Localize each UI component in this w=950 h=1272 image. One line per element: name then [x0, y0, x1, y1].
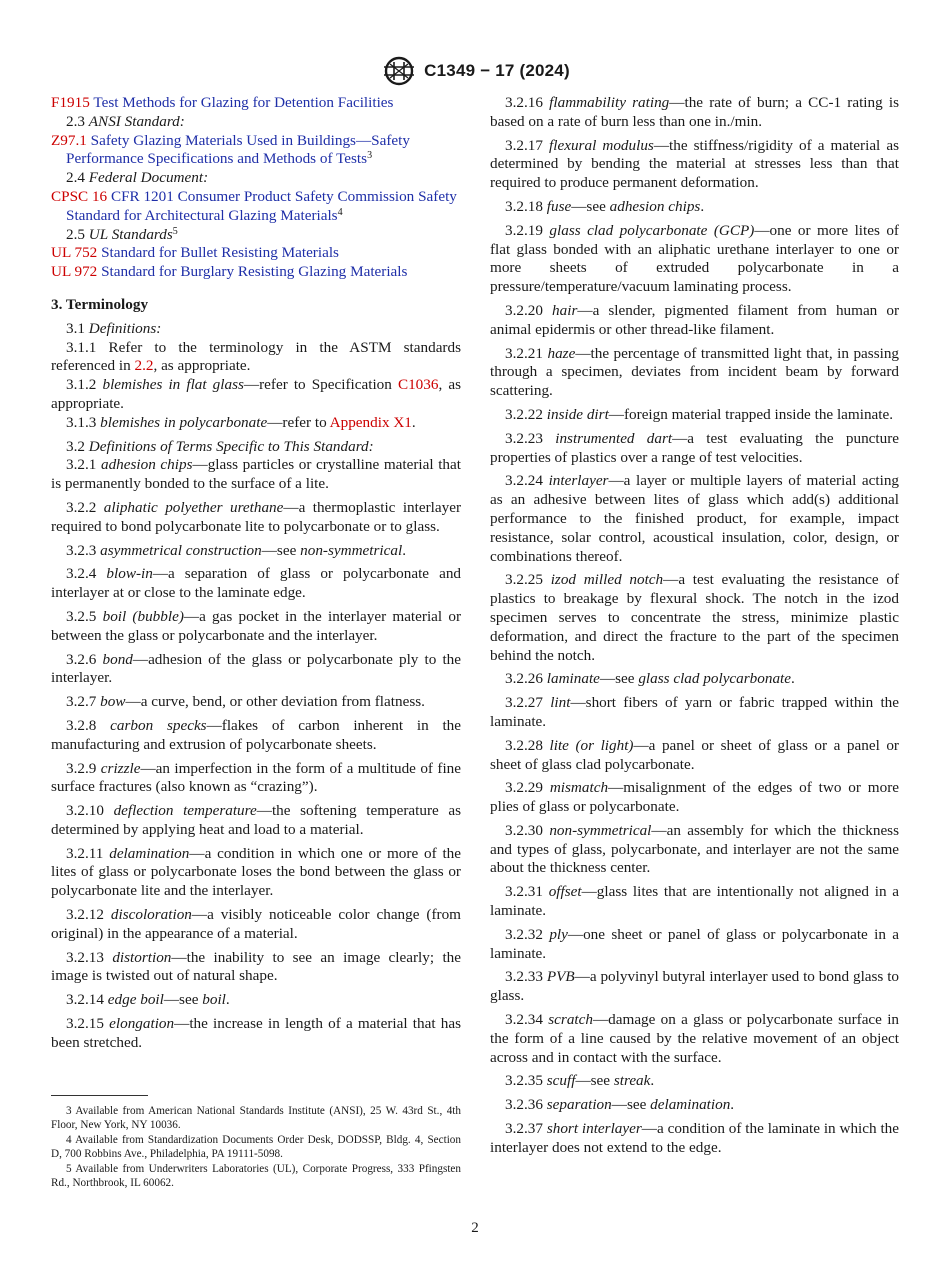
section-link[interactable]: 2.2 — [134, 357, 154, 375]
definition-3-2-24: 3.2.24 interlayer—a layer or multiple layers of material acting as an adhesive between lites of glass which add(s) additional performance to the finished product, for example, impact resistance, solar control, acoustical insulation, color, design, or combinations thereof. — [490, 472, 900, 565]
definition-3-2-26: 3.2.26 laminate—see glass clad polycarbonate. — [505, 670, 795, 688]
footnote-marker: 4 — [337, 206, 343, 218]
definition-3-2-23: 3.2.23 instrumented dart—a test evaluating the puncture properties of plastics over a range of test velocities. — [490, 429, 900, 466]
footnote: 5 Available from Underwriters Laboratories (UL), Corporate Progress, 333 Pfingsten Rd., Northbrook, IL 60062. — [51, 1163, 461, 1189]
reference-z97-1 — [51, 132, 461, 170]
definition-3-2-32: 3.2.32 ply—one sheet or panel of glass or polycarbonate in a laminate. — [490, 925, 900, 962]
left-column — [51, 94, 461, 1053]
footnote: 4 Available from Standardization Documents Order Desk, DODSSP, Bldg. 4, Section D, 700 Robbins Ave., Philadelphia, PA 19111-5098. — [51, 1134, 461, 1160]
definition-3-2-25: 3.2.25 izod milled notch—a test evaluating the resistance of plastics to breakage by flexural shock. The notch in the izod specimen serves to concentrate the stress, minimize plastic deformation, and direct the fracture to the part of the specimen behind the notch. — [490, 571, 900, 664]
footnote-marker: 5 — [172, 225, 178, 237]
definition-3-2-17: 3.2.17 flexural modulus—the stiffness/rigidity of a material as determined by bending the material at stresses less than that required to produce permanent deformation. — [490, 136, 899, 192]
footnote-divider — [51, 1095, 148, 1096]
definition-3-1-1: 3.1.1 Refer to the terminology in the ASTM standards referenced in 2.2, as appropriate. — [51, 338, 461, 375]
definition-3-2-16: 3.2.16 flammability rating—the rate of burn; a CC-1 rating is based on a rate of burn less than one in./min. — [490, 94, 900, 130]
section-heading: 3. Terminology — [51, 295, 149, 313]
section-2-5: 2.5 UL Standards$^5$ — [66, 225, 178, 243]
ref-code-link[interactable]: UL 752 — [51, 244, 98, 262]
definition-3-2-18: 3.2.18 fuse—see adhesion chips. — [505, 197, 705, 215]
document-id: C1349 − 17 (2024) — [424, 61, 570, 80]
definition-3-2-3: 3.2.3 asymmetrical construction—see non-symmetrical. — [66, 541, 406, 559]
definition-3-2-5: 3.2.5 boil (bubble)—a gas pocket in the interlayer material or between the glass or polycarbonate and the interlayer. — [51, 607, 461, 644]
definition-3-2-6: 3.2.6 bond—adhesion of the glass or polycarbonate ply to the interlayer. — [51, 650, 461, 687]
definition-3-2-1: 3.2.1 adhesion chips—glass particles or crystalline material that is permanently bonded to the surface of a lite. — [51, 456, 461, 493]
ref-code-link[interactable]: F1915 — [51, 94, 90, 111]
standard-link[interactable]: C1036 — [397, 376, 439, 394]
right-column — [490, 94, 899, 1158]
definition-3-2-30: 3.2.30 non-symmetrical—an assembly for which the thickness and types of glass, polycarbonate, and interlayer are not the same about the thickness center. — [490, 821, 900, 877]
section-3-2: 3.2 Definitions of Terms Specific to This Standard: — [66, 437, 374, 455]
footnotes — [51, 1104, 461, 1191]
ref-title-link[interactable]: Test Methods for Glazing for Detention Facilities — [93, 94, 394, 111]
page-header — [0, 56, 950, 86]
definition-3-2-36: 3.2.36 separation—see delamination. — [505, 1096, 735, 1114]
page-number: 2 — [471, 1220, 479, 1236]
section-2-3: 2.3 ANSI Standard: — [66, 112, 185, 130]
astm-logo-icon — [380, 56, 418, 86]
reference-ul-752 — [51, 244, 461, 263]
definition-3-2-31: 3.2.31 offset—glass lites that are intentionally not aligned in a laminate. — [490, 883, 900, 920]
ref-title-link[interactable]: CFR 1201 Consumer Product Safety Commission Safety Standard for Architectural Glazing Materials — [66, 187, 457, 224]
definition-3-2-14: 3.2.14 edge boil—see boil. — [66, 991, 230, 1009]
definition-3-1-2: 3.1.2 blemishes in flat glass—refer to Specification C1036, as appropriate. — [51, 376, 461, 412]
definition-3-2-28: 3.2.28 lite (or light)—a panel or sheet of glass or a panel or sheet of glass clad polycarbonate. — [490, 736, 899, 773]
definition-3-2-10: 3.2.10 deflection temperature—the softening temperature as determined by applying heat and load to a material. — [51, 802, 462, 838]
definition-3-2-9: 3.2.9 crizzle—an imperfection in the form of a multitude of fine surface fractures (also known as “crazing”). — [51, 759, 462, 796]
definition-3-2-8: 3.2.8 carbon specks—flakes of carbon inherent in the manufacturing and extrusion of polycarbonate sheets. — [51, 716, 461, 753]
definition-3-2-20: 3.2.20 hair—a slender, pigmented filament from human or animal epidermis or other thread-like filament. — [490, 301, 900, 338]
reference-cpsc-16 — [51, 188, 461, 226]
section-3-1: 3.1 Definitions: — [66, 319, 162, 337]
appendix-link[interactable]: Appendix X1 — [329, 413, 412, 431]
definition-3-2-34: 3.2.34 scratch—damage on a glass or polycarbonate surface in the form of a line caused by the relative movement of an object across and in contact with the surface. — [490, 1011, 900, 1066]
definition-3-2-12: 3.2.12 discoloration—a visibly noticeable color change (from original) in the appearance of a material. — [51, 906, 461, 942]
definition-3-2-33: 3.2.33 PVB—a polyvinyl butyral interlayer used to bond glass to glass. — [490, 968, 900, 1005]
definition-3-1-3: 3.1.3 blemishes in polycarbonate—refer to Appendix X1. — [66, 413, 416, 431]
definition-3-2-19: 3.2.19 glass clad polycarbonate (GCP)—one or more lites of flat glass bonded with an aliphatic urethane interlayer to one or more sheets of extruded polycarbonate in a pressure/temperature/vacuum laminating process. — [490, 221, 899, 296]
definition-3-2-13: 3.2.13 distortion—the inability to see an image clearly; the image is twisted out of natural shape. — [51, 948, 461, 985]
ref-title-link[interactable]: Safety Glazing Materials Used in Buildings—Safety Performance Specifications and Methods of Tests — [66, 131, 410, 168]
definition-3-2-11: 3.2.11 delamination—a condition in which one or more of the lites of glass or polycarbonate loses the bond between the glass or polycarbonate lite and the interlayer. — [51, 844, 462, 900]
ref-code-link[interactable]: CPSC 16 — [51, 187, 108, 205]
reference-ul-972 — [51, 263, 461, 282]
ref-code-link[interactable]: Z97.1 — [51, 131, 87, 149]
definition-3-2-22: 3.2.22 inside dirt—foreign material trapped inside the laminate. — [505, 405, 894, 423]
definition-3-2-29: 3.2.29 mismatch—misalignment of the edges of two or more plies of glass or polycarbonate. — [490, 779, 899, 816]
definition-3-2-37: 3.2.37 short interlayer—a condition of the laminate in which the interlayer does not extend to the edge. — [490, 1120, 900, 1156]
definition-3-2-2: 3.2.2 aliphatic polyether urethane—a thermoplastic interlayer required to bond polycarbonate lite to polycarbonate or to glass. — [51, 498, 462, 535]
ref-title-link[interactable]: Standard for Burglary Resisting Glazing Materials — [101, 263, 408, 281]
definition-3-2-7: 3.2.7 bow—a curve, bend, or other deviation from flatness. — [66, 693, 425, 711]
section-2-4: 2.4 Federal Document: — [66, 169, 209, 187]
definition-3-2-15: 3.2.15 elongation—the increase in length of a material that has been stretched. — [51, 1015, 461, 1051]
ref-code-link[interactable]: UL 972 — [51, 263, 98, 281]
definition-3-2-4: 3.2.4 blow-in—a separation of glass or polycarbonate and interlayer at or close to the laminate edge. — [51, 565, 462, 602]
footnote-marker: 3 — [367, 150, 373, 162]
definition-3-2-35: 3.2.35 scuff—see streak. — [505, 1072, 655, 1090]
definition-3-2-27: 3.2.27 lint—short fibers of yarn or fabric trapped within the laminate. — [490, 694, 900, 730]
definition-3-2-21: 3.2.21 haze—the percentage of transmitted light that, in passing through a specimen, deviates from incident beam by forward scattering. — [490, 344, 900, 400]
ref-title-link[interactable]: Standard for Bullet Resisting Materials — [101, 244, 339, 262]
footnote: 3 Available from American National Standards Institute (ANSI), 25 W. 43rd St., 4th Floor, New York, NY 10036. — [51, 1105, 461, 1131]
reference-f1915 — [51, 94, 461, 113]
